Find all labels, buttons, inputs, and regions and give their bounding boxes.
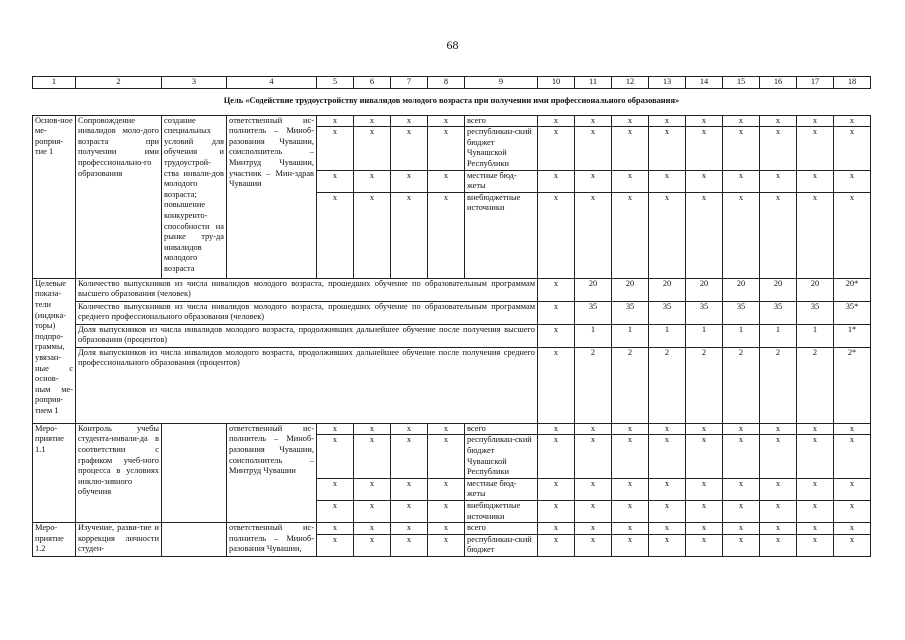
x-cell: x [391,500,428,522]
x-cell: x [391,127,428,170]
indicator-value: 35 [723,301,760,324]
indicator-value: 20 [575,278,612,301]
indicator-value: 20 [612,278,649,301]
indicator-mark: x [538,278,575,301]
column-number: 14 [686,77,723,89]
x-cell: x [834,523,871,535]
indicator-value: 2 [797,347,834,423]
x-cell: x [797,523,834,535]
x-cell: x [575,127,612,170]
x-cell: x [317,192,354,278]
x-cell: x [612,423,649,435]
x-cell: x [686,478,723,500]
x-cell: x [538,435,575,478]
x-cell: x [797,500,834,522]
x-cell: x [760,478,797,500]
x-cell: x [834,500,871,522]
x-cell: x [354,500,391,522]
x-cell: x [538,500,575,522]
funding-source: республикан-ский бюджет Чувашской Республики [465,435,538,478]
x-cell: x [428,478,465,500]
x-cell: x [612,127,649,170]
x-cell: x [317,115,354,127]
x-cell: x [317,478,354,500]
indicator-value: 20 [797,278,834,301]
x-cell: x [649,478,686,500]
main-event-name: Основ-ное ме-роприя-тие 1 [33,115,76,278]
x-cell: x [686,523,723,535]
x-cell: x [391,170,428,192]
x-cell: x [317,534,354,556]
indicator-row [33,324,871,347]
x-cell: x [391,192,428,278]
column-number: 7 [391,77,428,89]
column-number: 10 [538,77,575,89]
x-cell: x [575,435,612,478]
x-cell: x [649,534,686,556]
indicator-value: 2 [649,347,686,423]
column-number: 2 [76,77,162,89]
x-cell: x [538,478,575,500]
x-cell: x [760,435,797,478]
x-cell: x [391,435,428,478]
funding-source: всего [465,423,538,435]
x-cell: x [428,523,465,535]
x-cell: x [723,423,760,435]
funding-source: республикан-ский бюджет Чувашской Республики [465,127,538,170]
event-1-2-row [33,523,871,535]
x-cell: x [354,127,391,170]
x-cell: x [649,423,686,435]
x-cell: x [428,115,465,127]
column-number: 18 [834,77,871,89]
x-cell: x [797,115,834,127]
x-cell: x [686,500,723,522]
indicator-mark: x [538,347,575,423]
x-cell: x [575,500,612,522]
x-cell: x [428,435,465,478]
x-cell: x [317,435,354,478]
x-cell: x [760,534,797,556]
main-event-row [33,115,871,127]
x-cell: x [575,534,612,556]
program-table [32,76,871,557]
x-cell: x [649,435,686,478]
x-cell: x [538,423,575,435]
x-cell: x [428,423,465,435]
main-event-task: создание специальных условий для обучения и трудоустрой-ства инвали-дов молодого возраста; повышение конкуренто-способности на рынке тру-да инвалидов молодого возраста [162,115,227,278]
column-number: 12 [612,77,649,89]
indicator-value: 35* [834,301,871,324]
x-cell: x [317,423,354,435]
x-cell: x [834,192,871,278]
indicator-mark: x [538,324,575,347]
indicator-value: 2 [686,347,723,423]
indicator-value: 1 [686,324,723,347]
x-cell: x [834,534,871,556]
indicator-value: 2* [834,347,871,423]
x-cell: x [760,127,797,170]
x-cell: x [686,423,723,435]
funding-source: внебюджетные источники [465,192,538,278]
x-cell: x [575,423,612,435]
x-cell: x [428,127,465,170]
event-1-2-responsible: ответственный ис-полнитель – Миноб-разования Чувашии, [227,523,317,557]
x-cell: x [317,170,354,192]
x-cell: x [723,127,760,170]
indicator-value: 1* [834,324,871,347]
funding-source: республикан-ский бюджет [465,534,538,556]
indicator-value: 35 [760,301,797,324]
goal-title: Цель «Содействие трудоустройству инвалидов молодого возраста при получении ими профессионального образования» [33,88,871,115]
column-number: 13 [649,77,686,89]
indicator-text: Доля выпускников из числа инвалидов молодого возраста, продолживших дальнейшее обучение после получения высшего образования (процентов) [76,324,538,347]
x-cell: x [575,115,612,127]
indicators-label: Целевые показа-тели (индика-торы) подпро-граммы, увязан-ные с основ-ным ме-роприя-тием 1 [33,278,76,423]
x-cell: x [649,192,686,278]
x-cell: x [575,170,612,192]
x-cell: x [575,523,612,535]
funding-source: местные бюд-жеты [465,478,538,500]
x-cell: x [391,115,428,127]
main-event-responsible: ответственный ис-полнитель – Миноб-разования Чувашии, соисполнитель – Минтруд Чувашии, участник – Мин-здрав Чувашии [227,115,317,278]
indicator-value: 1 [760,324,797,347]
indicator-value: 1 [612,324,649,347]
x-cell: x [575,478,612,500]
indicator-text: Количество выпускников из числа инвалидов молодого возраста, прошедших обучение по образовательным программам среднего профессионального образования (человек) [76,301,538,324]
x-cell: x [391,423,428,435]
indicator-value: 2 [612,347,649,423]
column-number: 17 [797,77,834,89]
event-1-2-title: Изучение, разви-тие и коррекция личности студен- [76,523,162,557]
x-cell: x [612,500,649,522]
x-cell: x [354,534,391,556]
x-cell: x [612,478,649,500]
indicator-value: 1 [723,324,760,347]
x-cell: x [612,435,649,478]
x-cell: x [797,423,834,435]
event-1-1-responsible: ответственный ис-полнитель – Миноб-разования Чувашии, соисполнитель – Минтруд Чувашии [227,423,317,522]
indicator-value: 1 [797,324,834,347]
x-cell: x [612,170,649,192]
x-cell: x [686,534,723,556]
event-1-2-name: Меро-приятие 1.2 [33,523,76,557]
column-number: 1 [33,77,76,89]
event-1-1-task [162,423,227,522]
event-1-1-row [33,423,871,435]
funding-source: внебюджетные источники [465,500,538,522]
x-cell: x [760,423,797,435]
x-cell: x [834,423,871,435]
x-cell: x [834,115,871,127]
page-number: 68 [446,38,459,52]
indicator-value: 20 [760,278,797,301]
x-cell: x [723,435,760,478]
x-cell: x [538,170,575,192]
column-number: 6 [354,77,391,89]
indicator-value: 35 [797,301,834,324]
column-number: 11 [575,77,612,89]
indicator-value: 20 [649,278,686,301]
x-cell: x [686,115,723,127]
x-cell: x [575,192,612,278]
x-cell: x [612,523,649,535]
x-cell: x [723,534,760,556]
x-cell: x [391,478,428,500]
x-cell: x [834,478,871,500]
indicator-value: 20 [723,278,760,301]
x-cell: x [391,534,428,556]
x-cell: x [538,192,575,278]
event-1-1-title: Контроль учебы студента-инвали-да в соответствии с графиком учеб-ного процесса в условиях инклю-зивного обучения [76,423,162,522]
x-cell: x [649,115,686,127]
x-cell: x [317,523,354,535]
x-cell: x [723,115,760,127]
x-cell: x [723,500,760,522]
x-cell: x [354,523,391,535]
column-number: 3 [162,77,227,89]
x-cell: x [760,500,797,522]
x-cell: x [538,115,575,127]
x-cell: x [686,127,723,170]
x-cell: x [538,523,575,535]
funding-source: всего [465,115,538,127]
x-cell: x [354,170,391,192]
x-cell: x [834,170,871,192]
indicator-value: 35 [575,301,612,324]
column-number: 16 [760,77,797,89]
x-cell: x [797,127,834,170]
indicator-row [33,347,871,423]
goal-row [33,88,871,115]
indicator-text: Количество выпускников из числа инвалидов молодого возраста, прошедших обучение по образовательным программам высшего образования (человек) [76,278,538,301]
x-cell: x [354,192,391,278]
column-number-row [33,77,871,89]
x-cell: x [428,534,465,556]
x-cell: x [612,534,649,556]
x-cell: x [354,423,391,435]
funding-source: местные бюд-жеты [465,170,538,192]
x-cell: x [649,500,686,522]
indicator-value: 1 [649,324,686,347]
x-cell: x [797,192,834,278]
x-cell: x [723,523,760,535]
x-cell: x [391,523,428,535]
x-cell: x [797,478,834,500]
indicator-value: 2 [760,347,797,423]
x-cell: x [428,170,465,192]
x-cell: x [797,170,834,192]
indicator-mark: x [538,301,575,324]
x-cell: x [686,170,723,192]
column-number: 15 [723,77,760,89]
x-cell: x [612,192,649,278]
x-cell: x [797,435,834,478]
indicator-value: 35 [612,301,649,324]
indicator-value: 20* [834,278,871,301]
x-cell: x [686,435,723,478]
x-cell: x [538,534,575,556]
funding-source: всего [465,523,538,535]
x-cell: x [723,192,760,278]
main-event-title: Сопровождение инвалидов моло-дого возраста при получении ими профессионально-го образования [76,115,162,278]
x-cell: x [612,115,649,127]
x-cell: x [760,115,797,127]
indicator-value: 20 [686,278,723,301]
x-cell: x [760,523,797,535]
indicator-text: Доля выпускников из числа инвалидов молодого возраста, продолживших дальнейшее обучение после получения среднего профессионального образования (процентов) [76,347,538,423]
x-cell: x [723,170,760,192]
x-cell: x [760,192,797,278]
x-cell: x [317,127,354,170]
column-number: 5 [317,77,354,89]
x-cell: x [723,478,760,500]
x-cell: x [649,523,686,535]
column-number: 8 [428,77,465,89]
x-cell: x [354,115,391,127]
x-cell: x [797,534,834,556]
x-cell: x [428,192,465,278]
indicator-value: 2 [575,347,612,423]
column-number: 9 [465,77,538,89]
indicator-value: 35 [686,301,723,324]
x-cell: x [538,127,575,170]
x-cell: x [834,127,871,170]
x-cell: x [649,127,686,170]
column-number: 4 [227,77,317,89]
x-cell: x [428,500,465,522]
x-cell: x [354,435,391,478]
indicator-value: 35 [649,301,686,324]
event-1-2-task [162,523,227,557]
indicator-value: 2 [723,347,760,423]
event-1-1-name: Меро-приятие 1.1 [33,423,76,522]
x-cell: x [760,170,797,192]
x-cell: x [834,435,871,478]
x-cell: x [317,500,354,522]
indicator-row [33,301,871,324]
x-cell: x [649,170,686,192]
indicator-row [33,278,871,301]
x-cell: x [686,192,723,278]
x-cell: x [354,478,391,500]
indicator-value: 1 [575,324,612,347]
